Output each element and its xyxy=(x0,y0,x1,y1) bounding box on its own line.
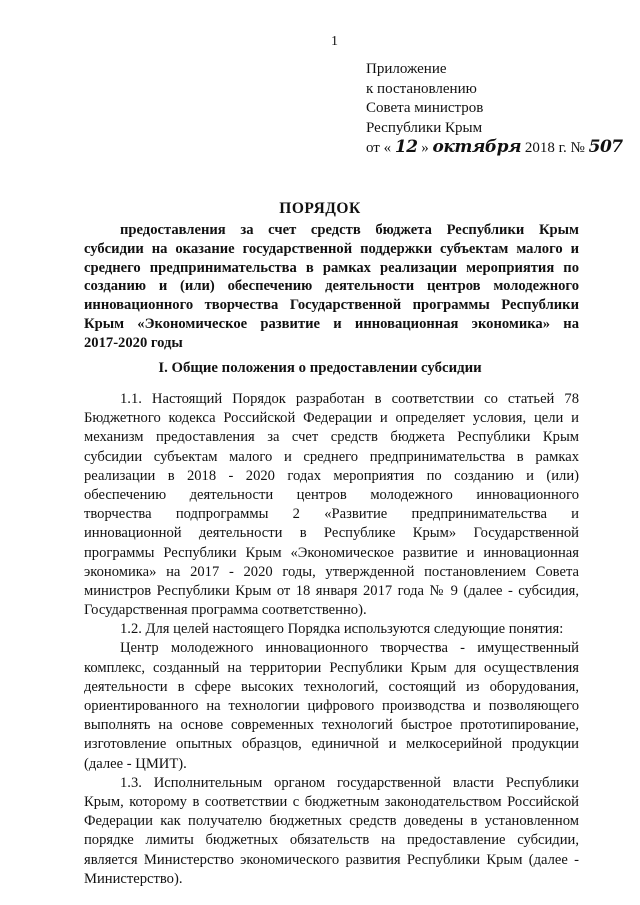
body-line: субсидии субъектам малого и среднего предпринимательства в рамках xyxy=(84,448,579,465)
body-line: 1.1. Настоящий Порядок разработан в соответствии со статьей 78 xyxy=(120,391,579,407)
subtitle-line: предоставления за счет средств бюджета Республики Крым xyxy=(120,222,579,238)
document-body xyxy=(84,390,579,889)
body-line: творчества подпрограммы 2 «Развитие предпринимательства и xyxy=(84,506,579,523)
body-line: реализации в 2018 - 2020 годах мероприятия по созданию и (или) xyxy=(84,467,579,484)
appendix-date-line xyxy=(366,138,623,159)
body-line: 1.2. Для целей настоящего Порядка используются следующие понятия: xyxy=(120,621,564,638)
handwritten-day: 12 xyxy=(394,137,418,157)
body-line: Крым, которому в соответствии с бюджетным законодательством Российской xyxy=(84,793,579,810)
body-line: Центр молодежного инновационного творчества - имущественный xyxy=(120,640,579,657)
document-subtitle xyxy=(84,221,579,353)
body-line: Федерации как получателю бюджетных средств доведены в установленном xyxy=(84,813,579,830)
body-line: изготовление опытных образцов, единичной и мелкосерийной продукции xyxy=(84,736,579,753)
body-line: ориентированного на технологии цифрового производства и позволяющего xyxy=(84,698,579,714)
date-close-quote: » xyxy=(421,140,429,156)
body-line: деятельности в сфере высоких технологий, состоящий из оборудования, xyxy=(84,678,579,695)
date-year: 2018 г. № xyxy=(524,140,585,156)
appendix-block xyxy=(366,60,623,159)
body-line: (далее - ЦМИТ). xyxy=(84,755,187,772)
body-line: Государственная программа соответственно). xyxy=(84,602,367,619)
subtitle-line: субсидии на оказание государственной поддержки субъектам малого и xyxy=(84,240,579,257)
subtitle-line: инновационного творчества Государственной программы Республики xyxy=(84,297,579,314)
appendix-line: к постановлению xyxy=(366,80,477,97)
handwritten-number: 507 xyxy=(588,137,623,157)
body-line: обеспечению деятельности центров молодежного инновационного xyxy=(84,486,579,503)
appendix-line: Приложение xyxy=(366,61,447,77)
subtitle-line: 2017-2020 годы xyxy=(84,334,183,351)
body-line: Министерство). xyxy=(84,870,183,887)
subtitle-line: Крым «Экономическое развитие и инновационная экономика» на xyxy=(84,315,579,332)
body-line: министров Республики Крым от 18 января 2017 года № 9 (далее - субсидия, xyxy=(84,582,579,599)
date-prefix: от « xyxy=(366,140,392,156)
subtitle-line: среднего предпринимательства в рамках реализации мероприятия по xyxy=(84,259,579,276)
page-number: 1 xyxy=(331,34,338,49)
body-line: Бюджетного кодекса Российской Федерации и определяет условия, цели и xyxy=(84,410,579,427)
body-line: экономика» на 2017 - 2020 годы, утвержденной постановлением Совета xyxy=(84,563,579,580)
handwritten-month: октября xyxy=(432,137,522,157)
section-heading: I. Общие положения о предоставлении субсидии xyxy=(158,360,482,376)
body-line: выполнять на основе современных технологий быстрое прототипирование, xyxy=(84,717,579,734)
body-line: инновационной деятельности в Республике Крым» Государственной xyxy=(84,525,579,542)
body-line: порядке лимиты бюджетных обязательств на предоставление субсидии, xyxy=(84,832,579,849)
body-line: механизм предоставления за счет средств бюджета Республики Крым xyxy=(84,429,579,446)
subtitle-line: созданию и (или) обеспечению деятельности центров молодежного xyxy=(84,278,579,295)
appendix-line: Республики Крым xyxy=(366,119,483,136)
body-line: комплекс, созданный на территории Республики Крым для осуществления xyxy=(84,659,579,676)
body-line: является Министерство экономического развития Республики Крым (далее - xyxy=(84,851,579,868)
document-title: ПОРЯДОК xyxy=(279,200,361,217)
appendix-line: Совета министров xyxy=(366,100,484,116)
body-line: программы Республики Крым «Экономическое развитие и инновационная xyxy=(84,544,579,561)
body-line: 1.3. Исполнительным органом государственной власти Республики xyxy=(120,774,579,791)
